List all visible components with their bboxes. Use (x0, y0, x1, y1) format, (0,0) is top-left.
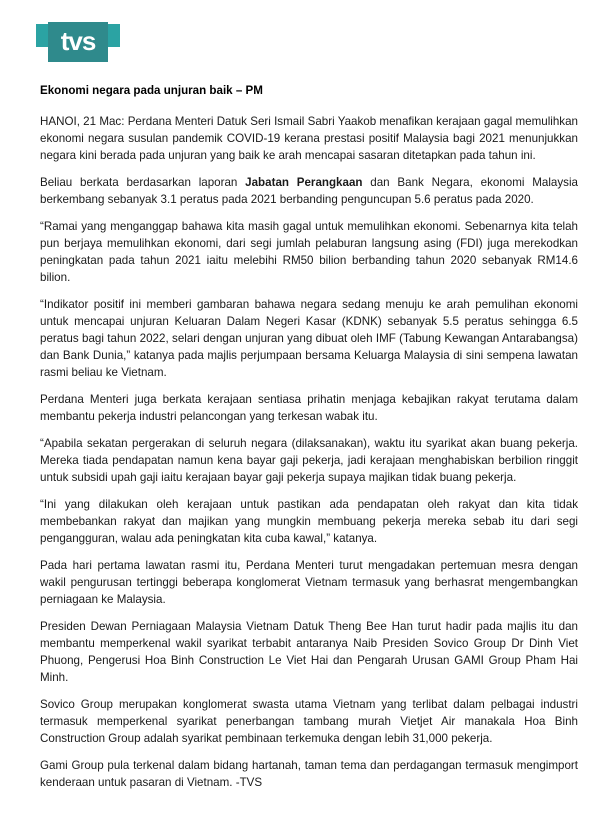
article-paragraph (40, 696, 578, 747)
article-paragraph (40, 391, 578, 425)
article-paragraph (40, 757, 578, 791)
article-paragraph (40, 435, 578, 486)
article-paragraph (40, 218, 578, 286)
paragraph-text: HANOI, 21 Mac: Perdana Menteri Datuk Seri Ismail Sabri Yaakob menafikan kerajaan gagal memulihkan ekonomi negara susulan pandemik COVID-19 kerana prestasi positif Malaysia bagi 2021 menunjukkan negara kini berada pada unjuran yang baik ke arah mencapai sasaran ditetapkan pada tahun ini. (40, 115, 578, 162)
paragraph-text: Pada hari pertama lawatan rasmi itu, Perdana Menteri turut mengadakan pertemuan mesra dengan wakil pengurusan tertinggi beberapa konglomerat Vietnam termasuk yang berhasrat mengembangkan perniagaan ke Malaysia. (40, 559, 578, 606)
article-paragraph (40, 496, 578, 547)
paragraph-text: Perdana Menteri juga berkata kerajaan sentiasa prihatin menjaga kebajikan rakyat terutama dalam membantu pekerja industri pelancongan yang terkesan wabak itu. (40, 393, 578, 423)
logo-box (48, 22, 108, 62)
article-paragraph (40, 113, 578, 164)
paragraph-text: “Ini yang dilakukan oleh kerajaan untuk pastikan ada pendapatan oleh rakyat dan kita tidak membebankan rakyat dan majikan yang mungkin membuang pekerja mereka sebab itu dari segi pengangguran, walau ada peningkatan kita cuba kawal,” katanya. (40, 498, 578, 545)
logo-ribbon-right (107, 24, 120, 47)
article-body (40, 113, 578, 791)
paragraph-text: Presiden Dewan Perniagaan Malaysia Vietnam Datuk Theng Bee Han turut hadir pada majlis itu dan membantu memperkenal wakil syarikat terbabit antaranya Naib Presiden Sovico Group Dr Dinh Viet Phuong, Pengerusi Hoa Binh Construction Le Viet Hai dan Pengarah Urusan GAMI Group Pham Hai Minh. (40, 620, 578, 684)
article-paragraph (40, 618, 578, 686)
article-paragraph (40, 296, 578, 381)
logo-text: tvs (60, 26, 96, 56)
paragraph-text: Beliau berkata berdasarkan laporan (40, 176, 246, 189)
tvs-logo (36, 22, 120, 62)
article (40, 82, 578, 801)
paragraph-text: Sovico Group merupakan konglomerat swasta utama Vietnam yang terlibat dalam pelbagai industri termasuk memperkenal syarikat penerbangan tambang murah Vietjet Air manakala Hoa Binh Construction Group adalah syarikat pembinaan terkemuka dengan lebih 31,000 pekerja. (40, 698, 578, 745)
paragraph-bold-text: Jabatan Perangkaan (245, 176, 363, 189)
article-title: Ekonomi negara pada unjuran baik – PM (40, 84, 263, 97)
paragraph-text: “Indikator positif ini memberi gambaran bahawa negara sedang menuju ke arah pemulihan ekonomi untuk mencapai unjuran Keluaran Dalam Negeri Kasar (KDNK) sebanyak 5.5 peratus sehingga 6.5 peratus bagi tahun 2022, selari dengan unjuran yang dibuat oleh IMF (Tabung Kewangan Antarabangsa) dan Bank Dunia,” katanya pada majlis perjumpaan bersama Keluarga Malaysia di sini sempena lawatan rasmi beliau ke Vietnam. (40, 298, 578, 379)
article-paragraph (40, 557, 578, 608)
article-paragraph (40, 174, 578, 208)
paragraph-text: dan Bank Negara, ekonomi Malaysia berkembang sebanyak 3.1 peratus pada 2021 berbanding penguncupan 5.6 peratus pada 2020. (40, 176, 578, 206)
paragraph-text: “Ramai yang menganggap bahawa kita masih gagal untuk memulihkan ekonomi. Sebenarnya kita telah pun berjaya memulihkan ekonomi, dari segi jumlah pelaburan langsung asing (FDI) juga merekodkan peningkatan pada tahun 2021 iaitu melebihi RM50 bilion berbanding tahun 2020 sebanyak RM14.6 bilion. (40, 220, 578, 284)
paragraph-text: “Apabila sekatan pergerakan di seluruh negara (dilaksanakan), waktu itu syarikat akan buang pekerja. Mereka tiada pendapatan namun kena bayar gaji pekerja, jadi kerajaan menghabiskan berbilion ringgit untuk subsidi upah gaji iaitu kerajaan bayar gaji pekerja supaya majikan tidak buang pekerja. (40, 437, 578, 484)
paragraph-text: Gami Group pula terkenal dalam bidang hartanah, taman tema dan perdagangan termasuk mengimport kenderaan untuk pasaran di Vietnam. -TVS (40, 759, 578, 789)
